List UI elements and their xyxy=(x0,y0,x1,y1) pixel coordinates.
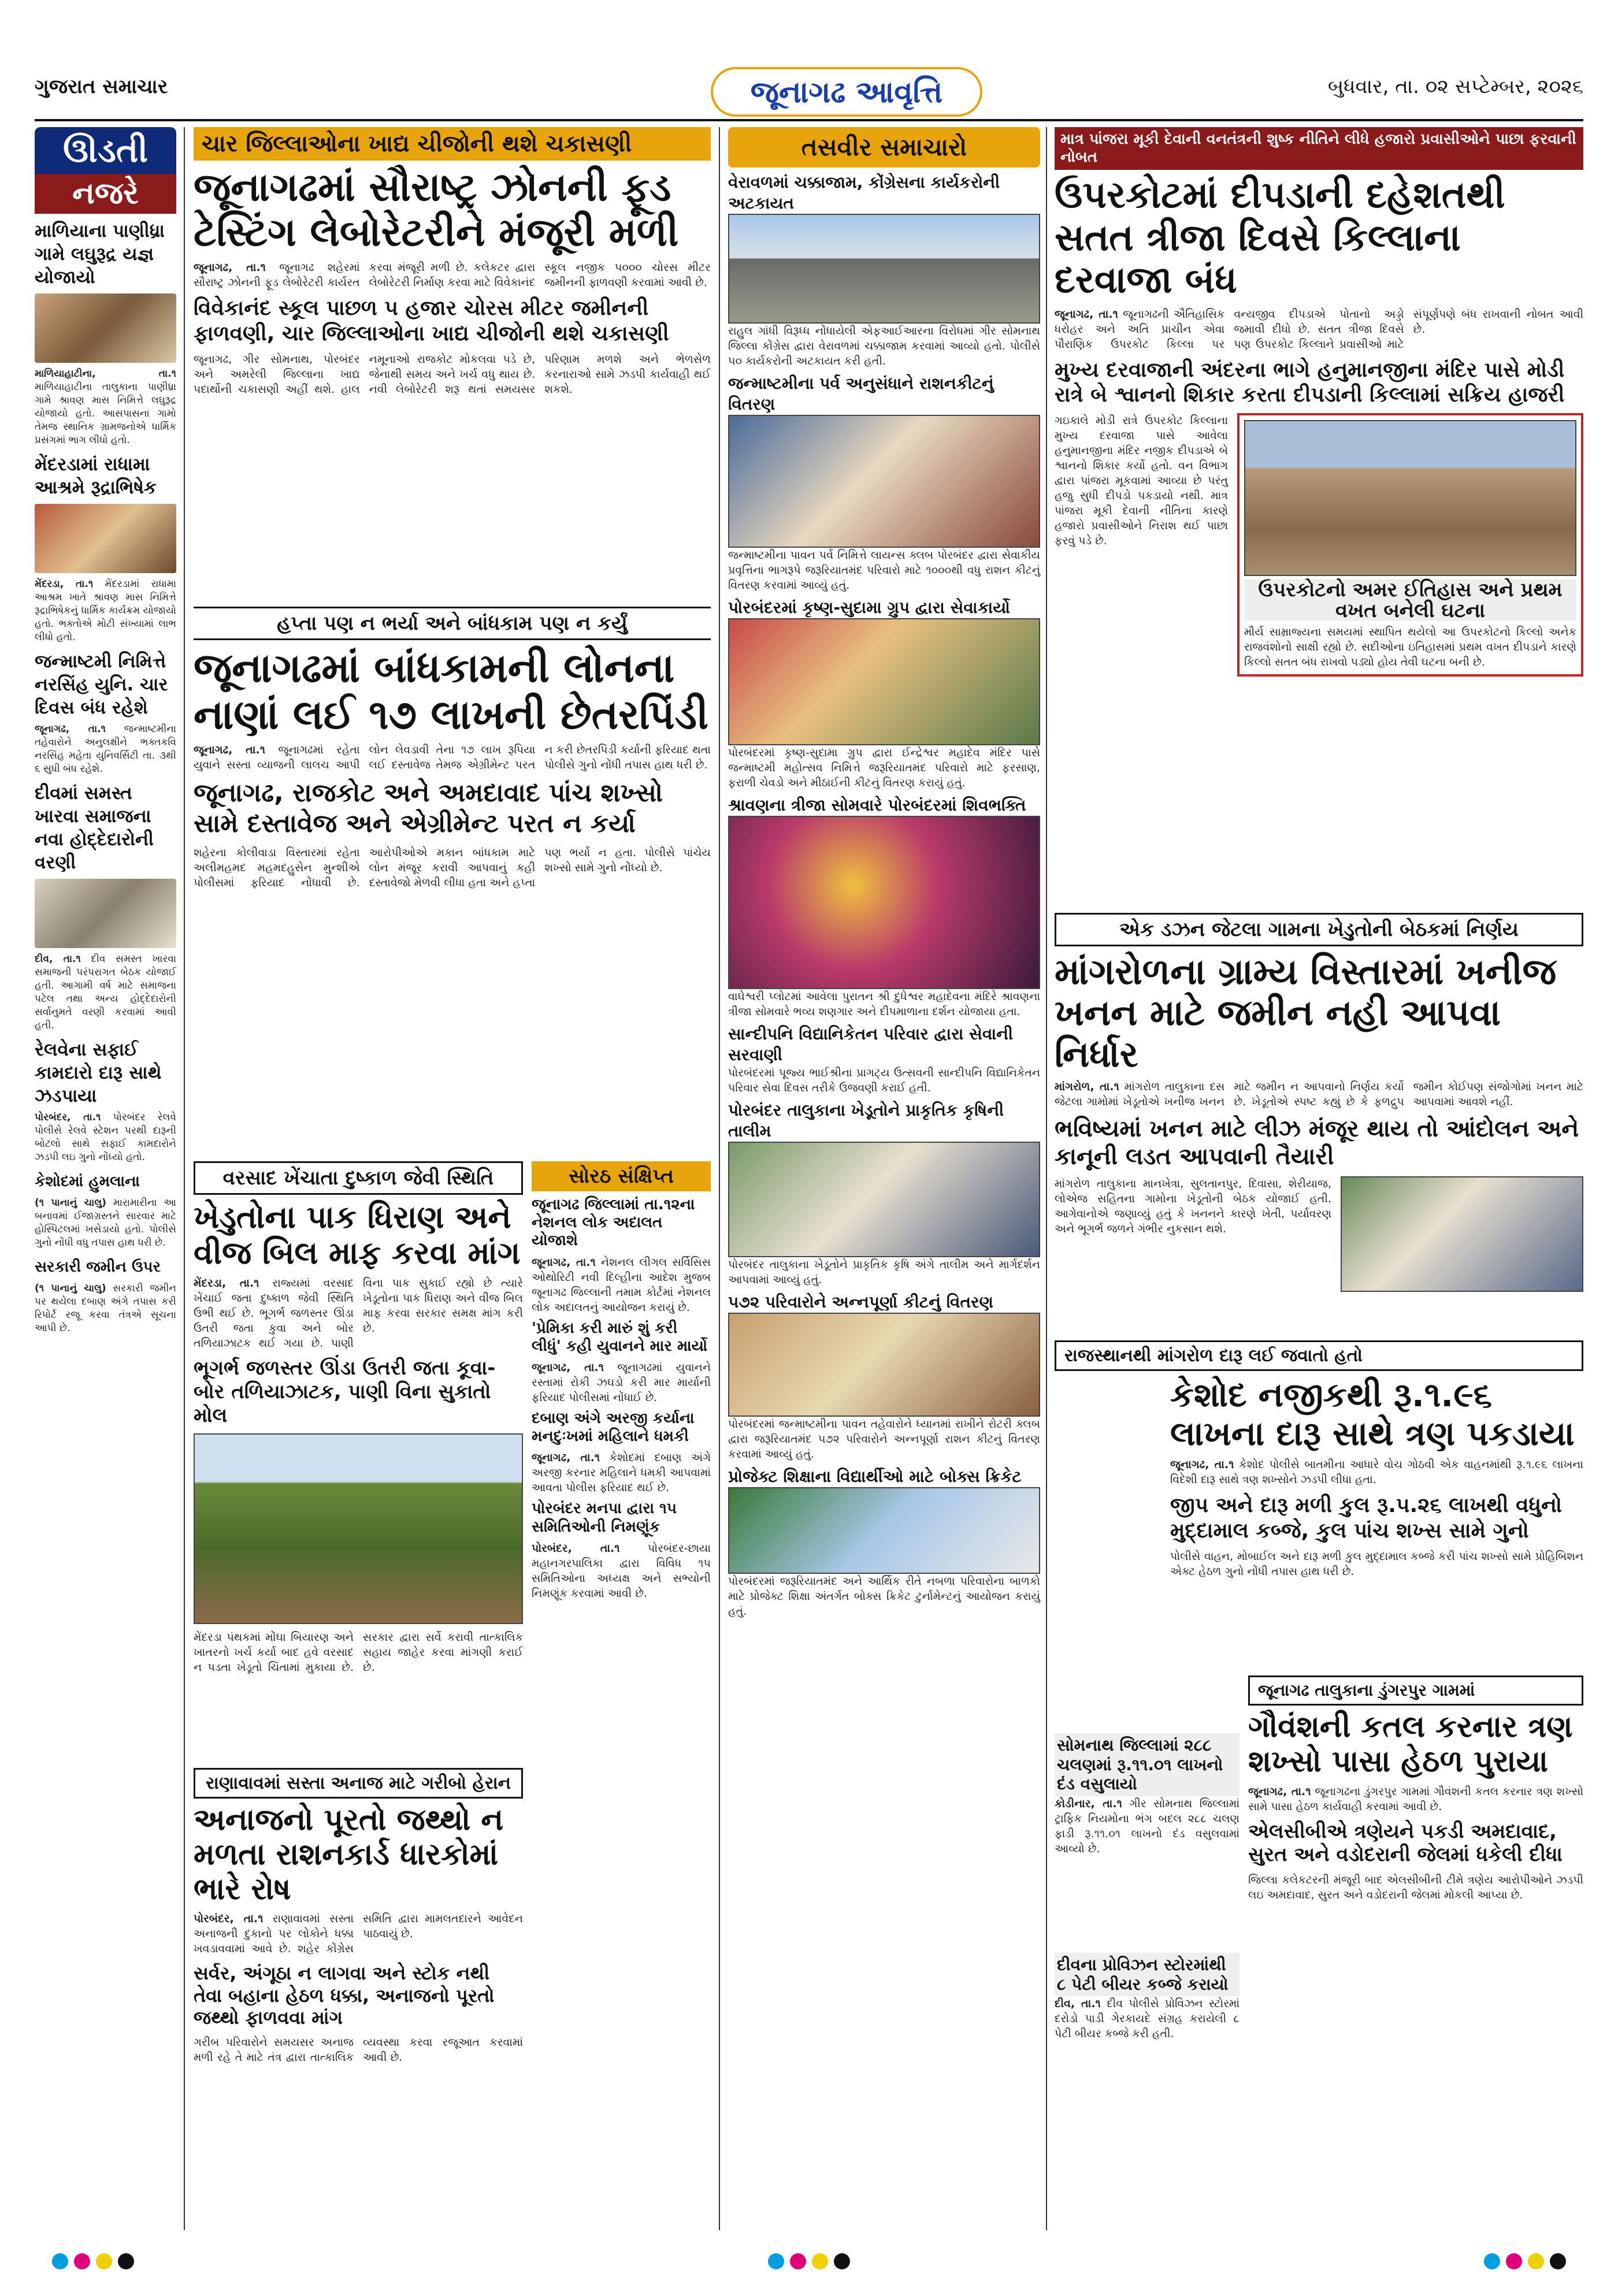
story-keshod-liquor xyxy=(1055,1340,1583,1579)
story-headline: માંગરોળના ગ્રામ્ય વિસ્તારમાં ખનીજ ખનન માટે જમીન નહી આપવા નિર્ધાર xyxy=(1055,950,1557,1075)
story-headline: ગૌવંશની કતલ કરનાર ત્રણ શખ્સો પાસા હેઠળ પુરાયા xyxy=(1248,1710,1573,1779)
photo-news-text: રાહુલ ગાંધી વિરૂધ્ધ નોંધાયેલી એફઆઈઆરના વિરોધમાં ગીર સોમનાથ જિલ્લા કોંગ્રેસ દ્વારા વેરાવળમાં ચક્કાજામ કરવામાં આવ્યો હતો. પોલીસે ૫૦ કાર્યકરોની અટકાયત કરી હતી. xyxy=(728,325,1040,367)
edition-title: જૂનાગઢ આવૃત્તિ xyxy=(711,67,982,117)
story-subhead: જીપ અને દારૂ મળી કુલ રૂ.૫.૨૬ લાખથી વધુનો મુદ્દામાલ કબ્જે, કુલ પાંચ શખ્સ સામે ગુનો xyxy=(1170,1493,1562,1543)
brief-text: મેંદરડામાં રાધામા આશ્રમ ખાતે શ્રાવણ માસ નિમિત્તે રૂદ્રાભિષેકનું ધાર્મિક કાર્યક્રમ યોજાયો હતો. ભક્તોએ મોટી સંખ્યામાં લાભ લીધો હતો. xyxy=(35,578,176,643)
photo-news-caption: જન્માષ્ટમીના પર્વ અનુસંધાને રાશનકીટનું વિતરણ xyxy=(728,374,994,414)
photo-news-photo xyxy=(728,816,1040,989)
photo-news-item xyxy=(728,1466,1040,1619)
black-mark xyxy=(1550,2253,1566,2269)
yellow-mark xyxy=(1528,2253,1544,2269)
story-body: દીવ પોલીસે પ્રોવિઝન સ્ટોરમાં દરોડો પાડી ગેરકાયદે સંગ્રહ કરાયેલી ૮ પેટી બીયર કબ્જે કરી હતી. xyxy=(1055,1997,1240,2041)
story-body: રાજ્યમાં વરસાદ ખેંચાઈ જતા દુષ્કાળ જેવી સ્થિતિ ઉભી થઈ છે. ભૂગર્ભ જળસ્તર ઊંડા ઉતરી જતા કુવા અને બોર તળિયાઝાટક થઈ ગયા છે. પાણી વિના પાક સુકાઈ રહ્યો છે ત્યારે ખેડૂતોના પાક ધિરાણ અને વીજ બિલ માફ કરવા સરકાર સમક્ષ માંગ કરી છે. xyxy=(194,1277,523,1350)
uparkot-photo-caption: ઉપરકોટનો અમર ઈતિહાસ અને પ્રથમ વખત બનેલી ઘટના xyxy=(1244,579,1576,621)
photo-news-caption: પોરબંદર તાલુકાના ખેડૂતોને પ્રાકૃતિક કૃષિની તાલીમ xyxy=(728,1101,1004,1140)
story-diu-beer xyxy=(1055,1953,1240,2041)
story-headline: જૂનાગઢમાં સૌરાષ્ટ્ર ઝોનની ફૂડ ટેસ્ટિંગ લેબોરેટરીને મંજૂરી મળી xyxy=(194,165,679,256)
masthead xyxy=(35,64,1583,121)
photo-news-text: પોરબંદર તાલુકાના ખેડૂતોને પ્રાકૃતિક કૃષિ અંગે તાલીમ અને માર્ગદર્શન આપવામાં આવ્યું હતું. xyxy=(728,1258,1040,1286)
brief-photo xyxy=(35,504,176,573)
photo-news-band: તસવીર સમાચારો xyxy=(728,127,1040,168)
story-body: રાણાવાવમાં સસ્તા અનાજની દુકાનો પર લોકોને ધક્કા ખવડાવવામાં આવે છે. શહેર કોંગ્રેસ સમિતિ દ્વારા મામલતદારને આવેદન પાઠવાયું છે. xyxy=(194,1912,523,1956)
story-body-continued: જૂનાગઢ, ગીર સોમનાથ, પોરબંદર અને અમરેલી જિલ્લાના ખાદ્ય પદાર્થોની ચકાસણી અહીં થશે. હાલ નમૂનાઓ રાજકોટ મોકલવા પડે છે, જેનાથી સમય અને ખર્ચ વધુ થાય છે. નવી લેબોરેટરી શરૂ થતાં સમયસર પરિણામ મળશે અને ભેળસેળ કરનારાઓ સામે ઝડપી કાર્યવાહી થઈ શકશે. xyxy=(194,352,711,396)
photo-news-photo xyxy=(728,415,1040,548)
story-uparkot-leopard xyxy=(1055,127,1583,677)
photo-news-caption: ૫૭૨ પરિવારોને અન્નપૂર્ણા કીટનું વિતરણ xyxy=(728,1292,993,1312)
story-subhead: ભવિષ્યમાં ખનન માટે લીઝ મંજૂર થાય તો આંદોલન અને કાનૂની લડત આપવાની તૈયારી xyxy=(1055,1115,1579,1170)
cyan-mark xyxy=(1484,2253,1500,2269)
story-subhead: જૂનાગઢ, રાજકોટ અને અમદાવાદ પાંચ શખ્સો સામે દસ્તાવેજ અને એગ્રીમેન્ટ પરત ન કર્યા xyxy=(194,778,663,838)
photo-news-text: વાઘેશ્વરી પ્લોટમાં આવેલા પુરાતન શ્રી દુધેશ્વર મહાદેવના મંદિરે શ્રાવણના ત્રીજા સોમવારે ભવ્ય શણગાર અને દીપમાળાના દર્શન યોજાયા હતા. xyxy=(728,990,1040,1018)
photo-news-photo xyxy=(728,1487,1040,1574)
story-ration-shortage xyxy=(194,1768,523,2065)
sorath-item xyxy=(532,1500,711,1600)
uparkot-gate-photo xyxy=(1244,420,1576,576)
page-label: ગુજરાત સમાચાર xyxy=(35,75,168,98)
story-body-continued: જિલ્લા કલેકટરની મંજૂરી બાદ એલસીબીની ટીમે ત્રણેય આરોપીઓને ઝડપી લઇ અમદાવાદ, સુરત અને વડોદરાની જેલમાં મોકલી આપ્યા છે. xyxy=(1248,1874,1583,1902)
brief-item xyxy=(35,650,176,776)
photo-news-text: પોરબંદરમાં પૂજ્ય ભાઈશ્રીના પ્રાગટ્ય ઉત્સવની સાન્દીપનિ વિદ્યાનિકેતન પરિવાર સેવા દિવસ તરીકે ઉજવણી કરાઈ હતી. xyxy=(728,1067,1040,1094)
story-body: જૂનાગઢના ડુંગરપુર ગામમાં ગૌવંશની કતલ કરનાર ત્રણ શખ્સો સામે પાસા હેઠળ કાર્યવાહી કરવામાં આવી છે. xyxy=(1248,1785,1583,1813)
story-body: માંગરોળ તાલુકાના દસ જેટલા ગામોમાં ખેડૂતોએ ખનીજ ખનન માટે જમીન ન આપવાનો નિર્ણય કર્યો છે. ખેડૂતોએ સ્પષ્ટ કહ્યું છે કે ફળદ્રુપ જમીન કોઈપણ સંજોગોમાં ખનન માટે આપવામાં આવશે નહીં. xyxy=(1055,1080,1583,1108)
story-dateline: જૂનાગઢ, તા.૧ xyxy=(1170,1458,1234,1472)
story-body: ગીર સોમનાથ જિલ્લામાં ટ્રાફિક નિયમોના ભંગ બદલ ૨૮૮ ચલણ ફાડી રૂ.૧૧.૦૧ લાખનો દંડ વસુલવામાં આવ્યો છે. xyxy=(1055,1797,1240,1855)
sorath-dateline: જૂનાગઢ, તા.૧ xyxy=(532,1255,596,1269)
story-cow-slaughter xyxy=(1248,1675,1583,1903)
column-rule xyxy=(719,127,720,2230)
story-dateline: દીવ, તા.૧ xyxy=(1055,1997,1101,2011)
story-kicker: વરસાદ ખેંચાતા દુષ્કાળ જેવી સ્થિતિ xyxy=(194,1161,523,1195)
story-headline: અનાજનો પૂરતો જથ્થો ન મળતા રાશનકાર્ડ ધારકોમાં ભારે રોષ xyxy=(194,1803,504,1907)
print-registration-marks xyxy=(52,2253,1566,2276)
cyan-mark xyxy=(768,2253,784,2269)
photo-news-item xyxy=(728,1024,1040,1095)
story-kicker: હપ્તા પણ ન ભર્યા અને બાંધકામ પણ ન કર્યું xyxy=(194,607,711,640)
brief-dateline: (૧ પાનાનું ચાલુ) xyxy=(35,1283,106,1294)
photo-news-photo xyxy=(728,1142,1040,1257)
photo-news-item xyxy=(728,172,1040,369)
brief-text: પોરબંદર રેલવે પોલીસે રેલવે સ્ટેશન પરથી દારૂની બોટલો સાથે સફાઈ કામદારોને ઝડપી લઇ ગુનો નોંધ્યો હતો. xyxy=(35,1112,176,1163)
story-drought-demand xyxy=(194,1161,523,1675)
story-subhead: વિવેકાનંદ સ્કૂલ પાછળ ૫ હજાર ચોરસ મીટર જમીનની ફાળવણી, ચાર જિલ્લાઓના ખાદ્ય ચીજોની થશે ચકાસણી xyxy=(194,296,669,345)
brief-text: માળિયાહાટીના તાલુકાના પાણીધ્રા ગામે શ્રાવણ માસ નિમિત્તે લઘુરૂદ્ર યોજાયો હતો. આસપાસના ગામો તેમજ સ્થાનિક ગ્રામજનોએ ધાર્મિક પ્રસંગમાં ભાગ લીધો હતો. xyxy=(35,381,176,446)
brief-item xyxy=(35,453,176,644)
story-dateline: જૂનાગઢ, તા.૧ xyxy=(194,744,266,756)
story-dateline: જૂનાગઢ, તા.૧ xyxy=(1248,1785,1311,1798)
sorath-headline: 'પ્રેમિકા કરી મારું શું કરી લીધું' કહી યુવાનને માર માર્યો xyxy=(532,1319,708,1355)
story-dateline: જૂનાગઢ, તા.૧ xyxy=(194,261,266,274)
story-dateline: પોરબંદર, તા.૧ xyxy=(194,1912,264,1926)
photo-news-text: પોરબંદરમાં જરૂરિયાતમંદ અને આર્થિક રીતે નબળા પરિવારોના બાળકો માટે પ્રોજેક્ટ શિક્ષા અંતર્ગત બોક્સ ક્રિકેટ ટુર્નામેન્ટનું આયોજન કરાયું હતું. xyxy=(728,1575,1040,1618)
yellow-mark xyxy=(96,2253,112,2269)
sorath-item xyxy=(532,1320,711,1405)
photo-news-text: જન્માષ્ટમીના પાવન પર્વ નિમિત્તે લાયન્સ ક્લબ પોરબંદર દ્વારા સેવાકીય પ્રવૃત્તિના ભાગરૂપે જરૂરિયાતમંદ પરિવારો માટે ૧૦૦૦થી વધુ રાશન કીટનું વિતરણ કરવામાં આવ્યું હતું. xyxy=(728,549,1040,592)
story-body-continued: માંગરોળ તાલુકાના માનખેત્રા, સુલતાનપુર, દિવાસા, શેરીયાજ, લોએજ સહિતના ગામોના ખેડૂતોની બેઠક યોજાઈ હતી. આગેવાનોએ જણાવ્યું હતું કે ખનનને કારણે ખેતી, પર્યાવરણ અને ભૂગર્ભ જળને ગંભીર નુકસાન થશે. xyxy=(1055,1177,1331,1235)
issue-date: બુધવાર, તા. ૦૨ સપ્ટેમ્બર, ૨૦૨૬ xyxy=(1327,75,1583,98)
column-rule xyxy=(184,127,185,2230)
story-body-continued: પોલીસે વાહન, મોબાઈલ અને દારૂ મળી કુલ મુદ્દામાલ કબ્જે કરી પાંચ શખ્સો સામે પ્રોહિબિશન એક્ટ હેઠળ ગુનો નોંધી તપાસ હાથ ધરી છે. xyxy=(1170,1550,1583,1578)
story-body-continued: શહેરના કોલીવાડા વિસ્તારમાં રહેતા અલીમહમદ મહમદહુસેન મુન્શીએ પોલીસમાં ફરિયાદ નોંધાવી છે. આરોપીઓએ મકાન બાંધકામ માટે લોન મંજૂર કરાવી આપવાનું કહી દસ્તાવેજો મેળવી લીધા હતા અને હપ્તા પણ ભર્યા ન હતા. પોલીસે પાંચેય શખ્સો સામે ગુનો નોંધ્યો છે. xyxy=(194,846,711,889)
brief-dateline: પોરબંદર, તા.૧ xyxy=(35,1112,101,1123)
brief-headline: માળિયાના પાણીધ્રા ગામે લઘુરૂદ્ર યજ્ઞ યોજાયો xyxy=(35,221,165,288)
photo-news-column xyxy=(728,127,1040,1619)
story-subhead: ભૂગર્ભ જળસ્તર ઊંડા ઉતરી જતા કૂવા-બોર તળિયાઝાટક, પાણી વિના સુકાતો મોલ xyxy=(194,1357,496,1427)
magenta-mark xyxy=(790,2253,806,2269)
photo-news-item xyxy=(728,795,1040,1019)
story-body: જૂનાગઢમાં રહેતા યુવાને સસ્તા વ્યાજની લાલચ આપી લોન લેવડાવી તેના ૧૭ લાખ રૂપિયા લઈ દસ્તાવેજ તેમજ એગ્રીમેન્ટ પરત ન કરી છેતરપિંડી કર્યાની ફરિયાદ થતા પોલીસે ગુનો નોંધી તપાસ હાથ ધરી છે. xyxy=(194,744,711,771)
brief-text: સરકારી જમીન પર થયેલા દબાણ અંગે તપાસ કરી રિપોર્ટ રજૂ કરવા તંત્રએ સૂચના આપી છે. xyxy=(35,1283,176,1334)
yellow-mark xyxy=(812,2253,828,2269)
story-headline: કેશોદ નજીકથી રૂ.૧.૯૬ લાખના દારૂ સાથે ત્રણ પકડાયા xyxy=(1170,1375,1575,1453)
brief-headline: દીવમાં સમસ્ત ખારવા સમાજના નવા હોદ્દેદારોની વરણી xyxy=(35,783,154,873)
photo-news-item xyxy=(728,597,1040,790)
photo-news-item xyxy=(728,1100,1040,1287)
brief-text: દીવ સમસ્ત ખારવા સમાજની પરંપરાગત બેઠક યોજાઈ હતી. આગામી વર્ષ માટે સમાજના પટેલ તથા અન્ય હોદ્દેદારોની સર્વાનુમતે વરણી કરવામાં આવી હતી. xyxy=(35,953,176,1031)
uparkot-photo-box xyxy=(1237,413,1583,677)
cyan-mark xyxy=(52,2253,68,2269)
photo-news-caption: વેરાવળમાં ચક્કાજામ, કોંગ્રેસના કાર્યકરોની અટકાયત xyxy=(728,173,1000,213)
brief-item xyxy=(35,1255,176,1335)
brief-headline: મેંદરડામાં રાધામા આશ્રમે રૂદ્રાભિષેક xyxy=(35,454,157,498)
photo-news-text: પોરબંદરમાં કૃષ્ણ-સુદામા ગ્રુપ દ્વારા ઈન્દ્રેશ્વર મહાદેવ મંદિર પાસે જન્માષ્ટમી મહોત્સવ નિમિત્તે જરૂરિયાતમંદ પરિવારો માટે ફરસાણ, ફરાળી ચેવડો અને મીઠાઈની કીટનું વિતરણ કરાયું હતું. xyxy=(728,746,1040,789)
sorath-text: પોરબંદર-છાયા મહાનગરપાલિકા દ્વારા વિવિધ ૧૫ સમિતિઓના અધ્યક્ષ અને સભ્યોની નિમણૂંક કરવામાં આવી છે. xyxy=(532,1541,711,1600)
photo-news-item xyxy=(728,1292,1040,1462)
photo-news-photo xyxy=(728,1313,1040,1417)
story-loan-fraud xyxy=(194,607,711,890)
story-headline: સોમનાથ જિલ્લામાં ૨૮૮ ચલણમાં રૂ.૧૧.૦૧ લાખનો દંડ વસુલાયો xyxy=(1055,1733,1240,1796)
story-body: કેશોદ પોલીસે બાતમીના આધારે વોચ ગોઠવી એક વાહનમાંથી રૂ.૧.૯૬ લાખના વિદેશી દારૂ સાથે ત્રણ શખ્સોને ઝડપી લીધા હતા. xyxy=(1170,1458,1583,1487)
brief-photo xyxy=(35,879,176,948)
brief-dateline: મેંદરડા, તા.૧ xyxy=(35,578,94,590)
brief-text: જન્માષ્ટમીના તહેવારોને અનુલક્ષીને ભક્તકવિ નરસિંહ મહેતા યુનિવર્સિટી તા. ૩થી ૬ સુધી બંધ રહેશે. xyxy=(35,723,177,775)
story-headline: દીવના પ્રોવિઝન સ્ટોરમાંથી ૮ પેટી બીયર કબ્જે કરાયો xyxy=(1055,1953,1240,1996)
story-dateline: કોડીનાર, તા.૧ xyxy=(1055,1797,1122,1810)
photo-news-text: પોરબંદરમાં જન્માષ્ટમીના પાવન તહેવારોને ધ્યાનમાં રાખીને રોટરી ક્લબ દ્વારા જરૂરિયાતમંદ ૫૭૨ પરિવારોને અન્નપૂર્ણા રાશન કીટનું વિતરણ કરવામાં આવ્યું હતું. xyxy=(728,1418,1040,1461)
magenta-mark xyxy=(74,2253,90,2269)
sorath-headline: દબાણ અંગે અરજી કર્યાના મનદુઃખમાં મહિલાને ધમકી xyxy=(532,1409,695,1446)
photo-news-caption: શ્રાવણના ત્રીજા સોમવારે પોરબંદરમાં શિવભક્તિ xyxy=(728,796,1026,815)
black-mark xyxy=(834,2253,850,2269)
brief-dateline: દીવ, તા.૧ xyxy=(35,953,81,965)
sorath-dateline: જૂનાગઢ, તા.૧ xyxy=(532,1451,600,1465)
sorath-text: જૂનાગઢમાં યુવાનને રસ્તામાં રોકી ઝઘડો કરી માર માર્યાની ફરિયાદ પોલીસમાં નોંધાઈ છે. xyxy=(532,1361,711,1404)
brief-headline: રેલવેના સફાઈ કામદારો દારૂ સાથે ઝડપાયા xyxy=(35,1039,162,1106)
story-subhead: મુખ્ય દરવાજાની અંદરના ભાગે હનુમાનજીના મંદિર પાસે મોડી રાત્રે બે શ્વાનનો શિકાર કરતા દીપડાની કિલ્લામાં સક્રિય હાજરી xyxy=(1055,358,1565,407)
photo-news-caption: સાન્દીપનિ વિદ્યાનિકેતન પરિવાર દ્વારા સેવાની સરવાણી xyxy=(728,1024,1014,1064)
sorath-text: કેશોદમાં દબાણ અંગે અરજી કરનાર મહિલાને ધમકી આપવામાં આવતા પોલીસ ફરિયાદ થઈ છે. xyxy=(532,1451,711,1495)
story-body: જૂનાગઢ શહેરમાં સૌરાષ્ટ્ર ઝોનની ફૂડ લેબોરેટરી કાર્યરત કરવા મંજૂરી મળી છે. કલેકટર દ્વારા લેબોરેટરી નિર્માણ કરવા માટે વિવેકાનંદ સ્કૂલ નજીક ૫૦૦૦ ચોરસ મીટર જમીનની ફાળવણી કરવામાં આવી છે. xyxy=(194,261,711,289)
story-body-continued: મેંદરડા પંથકમાં મોંઘા બિયારણ અને ખાતરનો ખર્ચ કર્યા બાદ હવે વરસાદ ન પડતા ખેડૂતો ચિંતામાં મુકાયા છે. સરકાર દ્વારા સર્વે કરાવી તાત્કાલિક સહાય જાહેર કરવા માંગણી કરાઈ છે. xyxy=(194,1630,523,1674)
udti-label: ઊડતી xyxy=(35,127,176,174)
field-photo xyxy=(194,1433,523,1624)
story-kicker: એક ડઝન જેટલા ગામના ખેડુતોની બેઠકમાં નિર્ણય xyxy=(1055,913,1583,946)
column-rule xyxy=(1046,127,1047,2230)
brief-headline: જન્માષ્ટમી નિમિત્તે નરસિંહ યુનિ. ચાર દિવસ બંધ રહેશે xyxy=(35,651,168,718)
brief-dateline: (૧ પાનાનું ચાલુ) xyxy=(35,1197,106,1209)
story-headline: જૂનાગઢમાં બાંધકામની લોનના નાણાં લઈ ૧૭ લાખની છેતરપિંડી xyxy=(194,644,709,738)
sorath-headline: પોરબંદર મનપા દ્વારા ૧૫ સમિતિઓની નિમણૂંક xyxy=(532,1500,677,1536)
brief-photo xyxy=(35,293,176,363)
story-kicker: ચાર જિલ્લાઓના ખાદ્ય ચીજોની થશે ચકાસણી xyxy=(194,127,711,161)
najre-label: નજરે xyxy=(35,174,176,214)
sorath-item xyxy=(532,1196,711,1315)
left-column-briefs xyxy=(35,127,176,1335)
brief-dateline: માળિયાહાટીના, તા.૧ xyxy=(35,368,176,380)
story-kicker: રાજસ્થાનથી માંગરોળ દારૂ લઈ જવાતો હતો xyxy=(1055,1340,1583,1371)
photo-news-caption: પ્રોજેક્ટ શિક્ષાના વિદ્યાર્થીઓ માટે બોક્સ ક્રિકેટ xyxy=(728,1467,1022,1486)
story-body: જૂનાગઢની ઐતિહાસિક ધરોહર અને અતિ પ્રાચીન એવા પૌરાણિક ઉપરકોટ કિલ્લા પર વન્યજીવ દીપડાએ પોતાનો અડ્ડો જમાવી દીધો છે. સતત ત્રીજા દિવસે પણ ઉપરકોટ કિલ્લાને પ્રવાસીઓ માટે સંપૂર્ણપણે બંધ રાખવાની નોબત આવી છે. xyxy=(1055,307,1583,351)
brief-item xyxy=(35,782,176,1032)
story-body-continued: ગઇકાલે મોડી રાત્રે ઉપરકોટ કિલ્લાના મુખ્ય દરવાજા પાસે આવેલા હનુમાનજીના મંદિર નજીક દીપડાએ બે શ્વાનનો શિકાર કર્યો હતો. વન વિભાગ દ્વારા પાંજરા મૂકવામાં આવ્યા છે પરંતુ હજુ સુધી દીપડો પકડાયો નથી. માત્ર પાંજરા મૂકી દેવાની નીતિના કારણે હજારો પ્રવાસીઓને નિરાશ થઈ પાછા ફરવું પડે છે. xyxy=(1055,414,1228,548)
brief-item xyxy=(35,220,176,447)
brief-item xyxy=(35,1170,176,1250)
story-somnath-fines xyxy=(1055,1733,1240,1856)
farmers-meeting-photo xyxy=(1341,1176,1583,1292)
brief-headline: કેશોદમાં હુમલાના xyxy=(35,1173,140,1190)
sorath-text: નેશનલ લીગલ સર્વિસિસ ઓથોરિટી નવી દિલ્હીના આદેશ મુજબ જૂનાગઢ જિલ્લાની તમામ કોર્ટમાં નેશનલ લોક અદાલતનું આયોજન કરાયું છે. xyxy=(532,1255,711,1314)
black-mark xyxy=(118,2253,134,2269)
brief-headline: સરકારી જમીન ઉપર xyxy=(35,1258,161,1276)
story-headline: ઉપરકોટમાં દીપડાની દહેશતથી સતત ત્રીજા દિવસે કિલ્લાના દરવાજા બંધ xyxy=(1055,174,1505,302)
story-kicker: જૂનાગઢ તાલુકાના ડુંગરપુર ગામમાં xyxy=(1248,1675,1583,1706)
story-headline: ખેડુતોના પાક ધિરાણ અને વીજ બિલ માફ કરવા માંગ xyxy=(194,1199,521,1272)
story-mangrol-mining xyxy=(1055,913,1583,1292)
brief-dateline: જૂનાગઢ, તા.૧ xyxy=(35,723,106,735)
brief-item xyxy=(35,1038,176,1164)
story-subhead: એલસીબીએ ત્રણેયને પકડી અમદાવાદ, સુરત અને વડોદરાની જેલમાં ધકેલી દીધા xyxy=(1248,1819,1563,1867)
sorath-headline: જૂનાગઢ જિલ્લામાં તા.૧૨ના નેશનલ લોક અદાલત યોજાશે xyxy=(532,1196,695,1250)
sorath-band: સોરઠ સંક્ષિપ્ત xyxy=(532,1161,711,1191)
magenta-mark xyxy=(1506,2253,1522,2269)
sorath-briefs xyxy=(532,1161,711,1601)
photo-news-photo xyxy=(728,214,1040,324)
story-dateline: જૂનાગઢ, તા.૧ xyxy=(1055,307,1118,321)
story-kicker: રાણાવાવમાં સસ્તા અનાજ માટે ગરીબો હેરાન xyxy=(194,1768,523,1799)
story-dateline: મેંદરડા, તા.૧ xyxy=(194,1277,259,1290)
photo-news-caption: પોરબંદરમાં કૃષ્ણ-સુદામા ગ્રુપ દ્વારા સેવાકાર્યો xyxy=(728,598,1010,617)
photo-news-photo xyxy=(728,618,1040,745)
story-subhead: સર્વર, અંગૂઠા ન લાગવા અને સ્ટોક નથી તેવા બહાના હેઠળ ધક્કા, અનાજનો પૂરતો જથ્થો ફાળવવા માંગ xyxy=(194,1962,495,2029)
brief-text: મારામારીના આ બનાવમાં ઈજાગ્રસ્તને સારવાર માટે હોસ્પિટલમાં ખસેડાયો હતો. પોલીસે ગુનો નોંધી વધુ તપાસ હાથ ધરી છે. xyxy=(35,1197,177,1249)
sorath-dateline: પોરબંદર, તા.૧ xyxy=(532,1541,620,1555)
sorath-item xyxy=(532,1410,711,1495)
story-kicker: માત્ર પાંજરા મૂકી દેવાની વનતંત્રની શુષ્ક નીતિને લીધે હજારો પ્રવાસીઓને પાછા ફરવાની નોબત xyxy=(1055,127,1583,170)
story-food-lab xyxy=(194,127,711,397)
sorath-dateline: જૂનાગઢ, તા.૧ xyxy=(532,1361,604,1374)
uparkot-photo-text: મૌર્ય સામ્રાજ્યના સમયમાં સ્થાપિત થયેલો આ ઉપરકોટનો કિલ્લો અનેક રાજવંશોનો સાક્ષી રહ્યો છે. સદીઓના ઇતિહાસમાં પ્રથમ વખત દીપડાને કારણે કિલ્લો સતત બંધ રાખવો પડ્યો હોય તેવી ઘટના બની છે. xyxy=(1244,626,1576,669)
story-dateline: માંગરોળ, તા.૧ xyxy=(1055,1080,1119,1093)
story-body-continued: ગરીબ પરિવારોને સમયસર અનાજ મળી રહે તે માટે તંત્ર દ્વારા તાત્કાલિક વ્યવસ્થા કરવા રજૂઆત કરવામાં આવી છે. xyxy=(194,2035,523,2064)
photo-news-item xyxy=(728,373,1040,593)
